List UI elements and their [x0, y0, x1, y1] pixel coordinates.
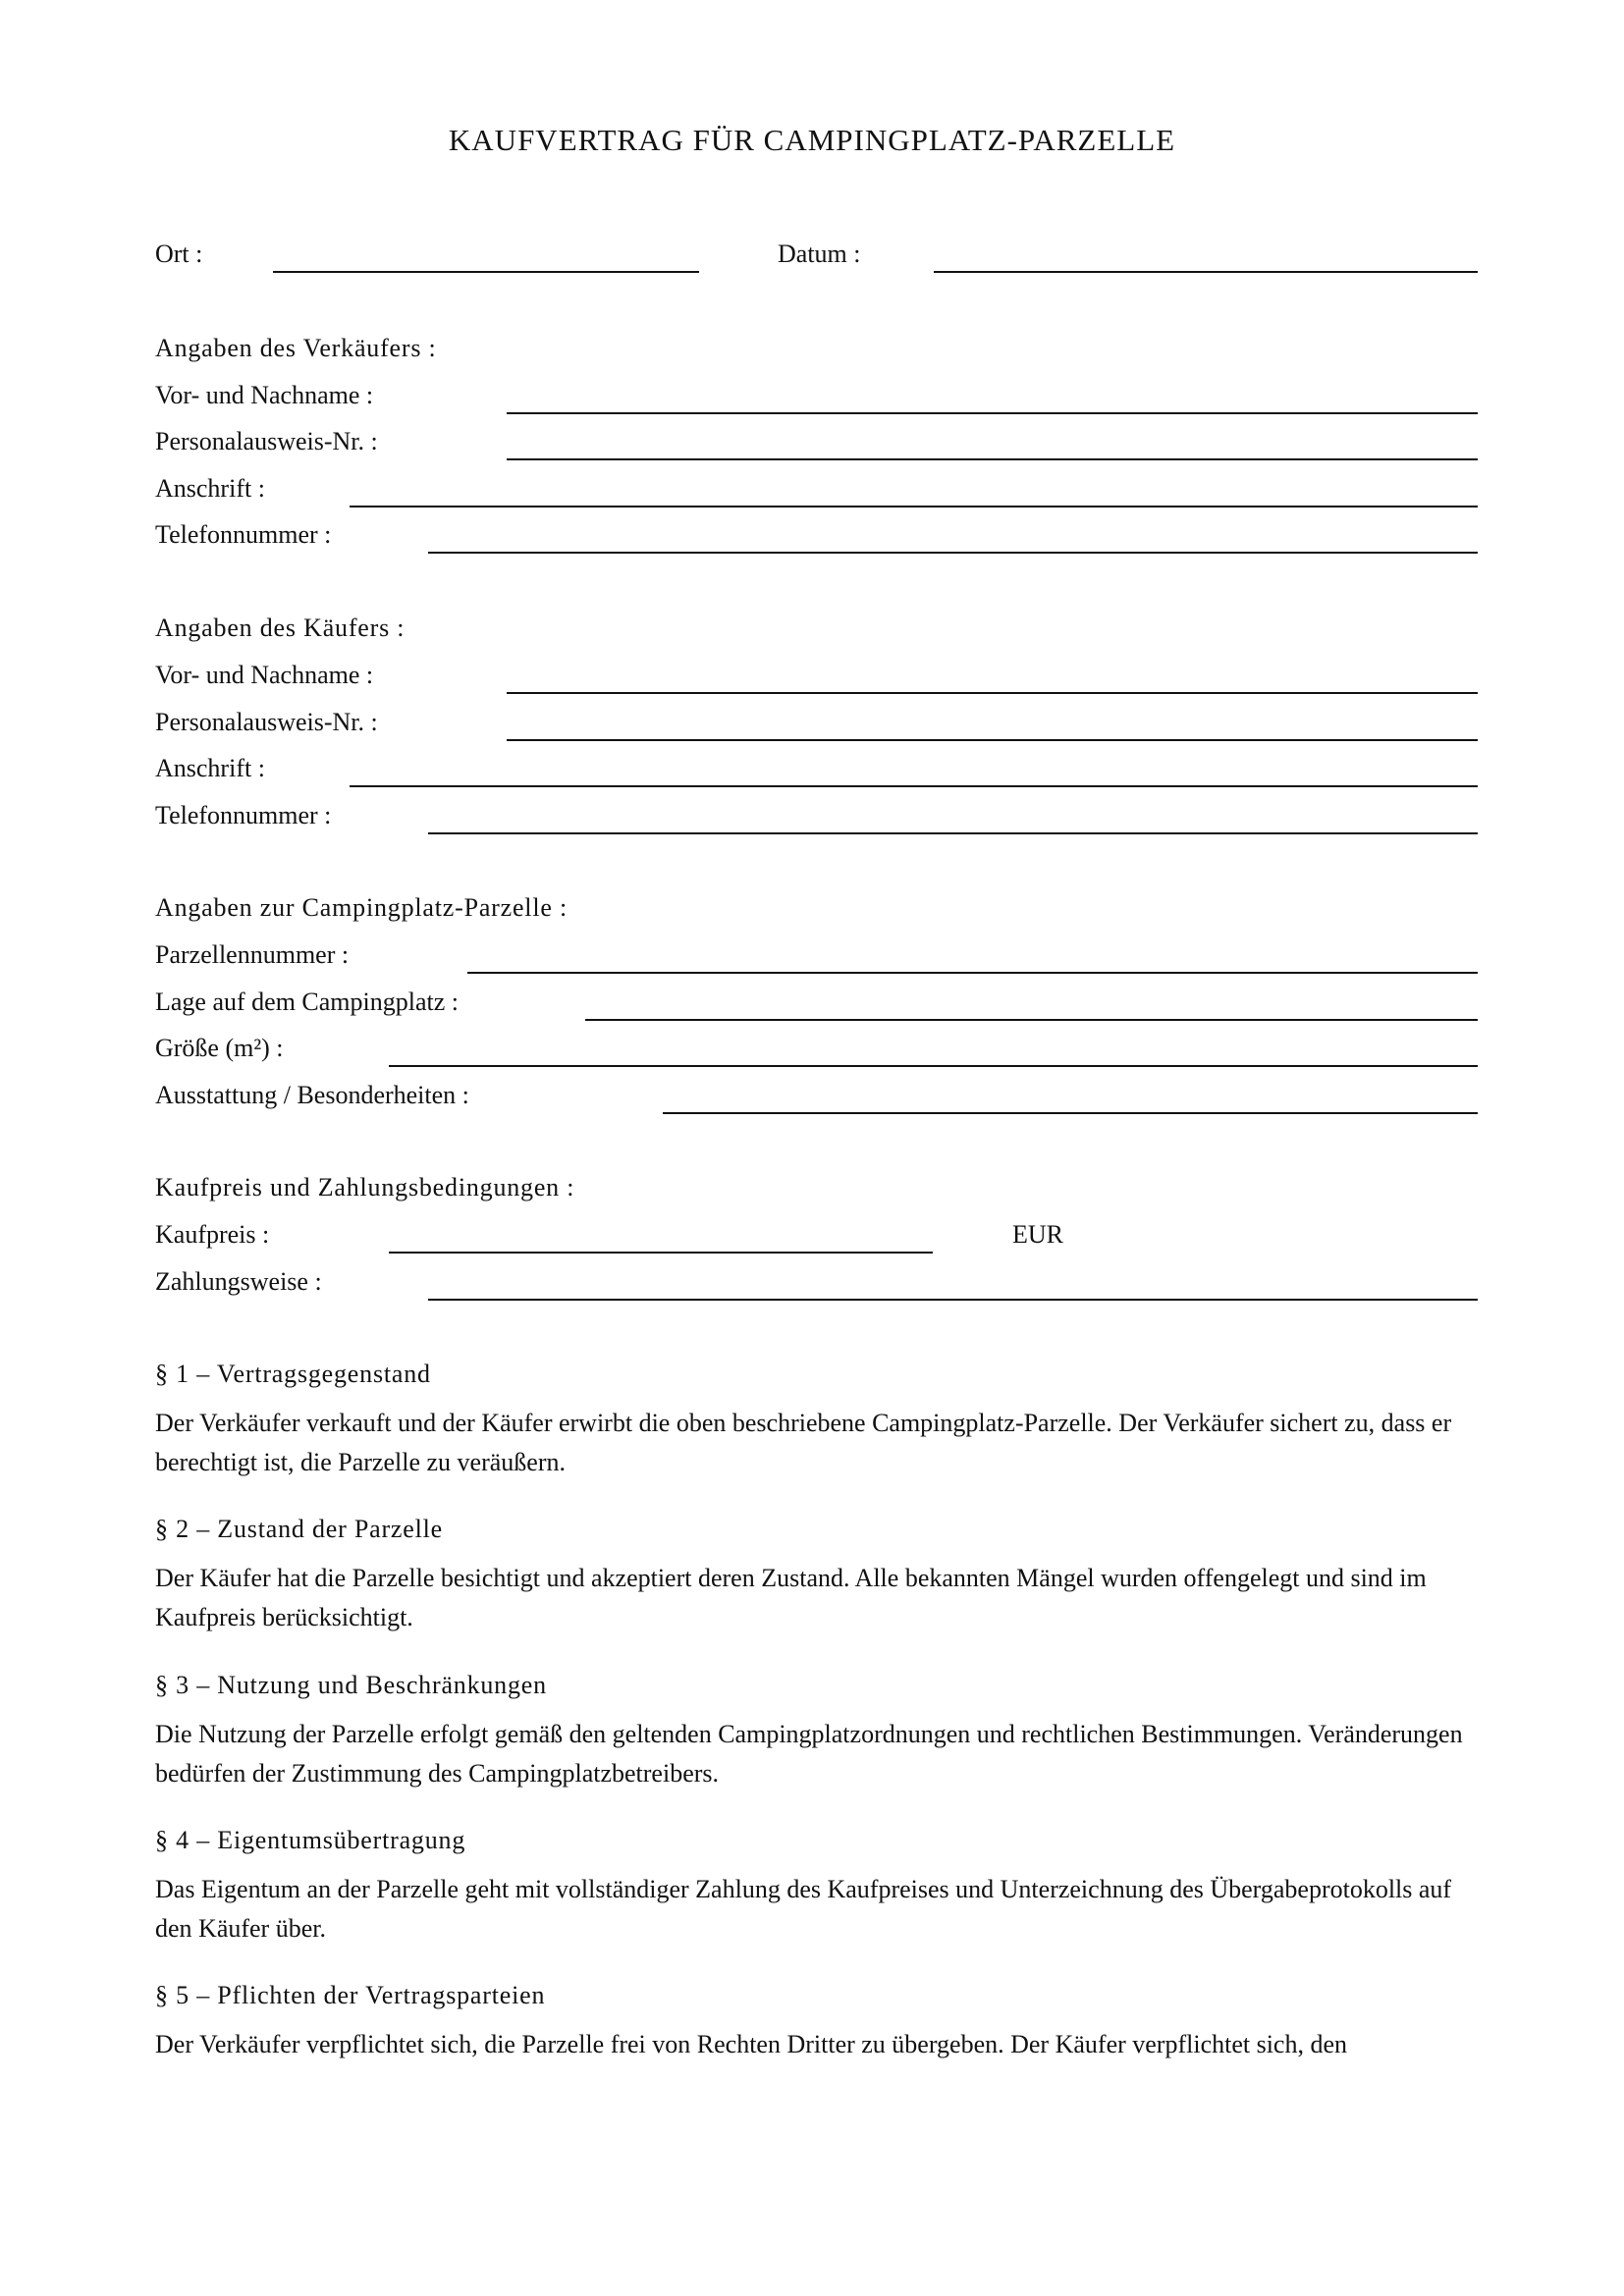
datum-label: Datum :	[778, 240, 861, 268]
buyer-id-label: Personalausweis-Nr. :	[155, 708, 378, 736]
payment-heading: Kaufpreis und Zahlungsbedingungen :	[155, 1173, 575, 1201]
parcel-size-field[interactable]	[389, 1065, 1478, 1067]
buyer-id-field[interactable]	[507, 739, 1478, 741]
seller-id-label: Personalausweis-Nr. :	[155, 427, 378, 455]
seller-phone-row	[155, 514, 1478, 554]
payment-method-row	[155, 1261, 1478, 1301]
section-4-text: Das Eigentum an der Parzelle geht mit vollständiger Zahlung des Kaufpreises und Unterzeichnung des Übergabeprotokolls auf den Käufer über.	[155, 1875, 1452, 1943]
datum-field[interactable]	[934, 271, 1478, 273]
seller-id-row	[155, 421, 1478, 460]
seller-phone-label: Telefonnummer :	[155, 520, 332, 549]
buyer-phone-field[interactable]	[428, 832, 1478, 834]
parcel-location-field[interactable]	[585, 1019, 1478, 1021]
seller-address-row	[155, 468, 1478, 507]
parcel-size-label: Größe (m²) :	[155, 1034, 284, 1062]
buyer-address-field[interactable]	[350, 785, 1478, 787]
seller-name-row	[155, 375, 1478, 414]
section-2-heading: § 2 – Zustand der Parzelle	[155, 1515, 443, 1543]
section-5-text: Der Verkäufer verpflichtet sich, die Parzelle frei von Rechten Dritter zu übergeben. Der Käufer verpflichtet sich, den	[155, 2030, 1348, 2058]
seller-heading: Angaben des Verkäufers :	[155, 334, 437, 362]
parcel-heading: Angaben zur Campingplatz-Parzelle :	[155, 893, 568, 922]
buyer-address-row	[155, 748, 1478, 787]
seller-name-label: Vor- und Nachname :	[155, 381, 374, 409]
buyer-heading: Angaben des Käufers :	[155, 614, 406, 642]
parcel-equipment-row	[155, 1075, 1478, 1114]
ort-label: Ort :	[155, 240, 203, 268]
section-1-heading: § 1 – Vertragsgegenstand	[155, 1360, 431, 1388]
section-3-heading: § 3 – Nutzung und Beschränkungen	[155, 1671, 547, 1699]
document-title: KAUFVERTRAG FÜR CAMPINGPLATZ-PARZELLE	[448, 123, 1176, 157]
buyer-name-field[interactable]	[507, 692, 1478, 694]
place-date-row	[155, 234, 1478, 273]
parcel-number-field[interactable]	[467, 972, 1478, 974]
parcel-size-row	[155, 1028, 1478, 1067]
payment-method-label: Zahlungsweise :	[155, 1267, 322, 1296]
parcel-equipment-label: Ausstattung / Besonderheiten :	[155, 1081, 469, 1109]
seller-phone-field[interactable]	[428, 552, 1478, 554]
parcel-location-row	[155, 982, 1478, 1021]
section-4-heading: § 4 – Eigentumsübertragung	[155, 1826, 466, 1854]
section-2-text: Der Käufer hat die Parzelle besichtigt und akzeptiert deren Zustand. Alle bekannten Mängel wurden offengelegt und sind im Kaufpreis berücksichtigt.	[155, 1564, 1427, 1631]
price-row	[155, 1214, 1478, 1254]
parcel-number-label: Parzellennummer :	[155, 940, 350, 969]
price-label: Kaufpreis :	[155, 1220, 270, 1249]
payment-method-field[interactable]	[428, 1299, 1478, 1301]
section-5-heading: § 5 – Pflichten der Vertragsparteien	[155, 1981, 546, 2009]
buyer-phone-label: Telefonnummer :	[155, 801, 332, 829]
currency-label: EUR	[1012, 1220, 1063, 1249]
seller-address-label: Anschrift :	[155, 474, 265, 503]
ort-field[interactable]	[273, 271, 699, 273]
buyer-id-row	[155, 702, 1478, 741]
section-3-text: Die Nutzung der Parzelle erfolgt gemäß den geltenden Campingplatzordnungen und rechtlichen Bestimmungen. Veränderungen bedürfen der Zustimmung des Campingplatzbetreibers.	[155, 1720, 1463, 1788]
seller-name-field[interactable]	[507, 412, 1478, 414]
buyer-address-label: Anschrift :	[155, 754, 265, 782]
parcel-equipment-field[interactable]	[663, 1112, 1478, 1114]
buyer-name-label: Vor- und Nachname :	[155, 661, 374, 689]
parcel-location-label: Lage auf dem Campingplatz :	[155, 988, 460, 1016]
section-1-text: Der Verkäufer verkauft und der Käufer erwirbt die oben beschriebene Campingplatz-Parzelle. Der Verkäufer sichert zu, dass er berechtigt ist, die Parzelle zu veräußern.	[155, 1409, 1452, 1476]
seller-address-field[interactable]	[350, 506, 1478, 507]
parcel-number-row	[155, 934, 1478, 974]
seller-id-field[interactable]	[507, 458, 1478, 460]
buyer-name-row	[155, 655, 1478, 694]
price-field[interactable]	[389, 1252, 933, 1254]
buyer-phone-row	[155, 795, 1478, 834]
